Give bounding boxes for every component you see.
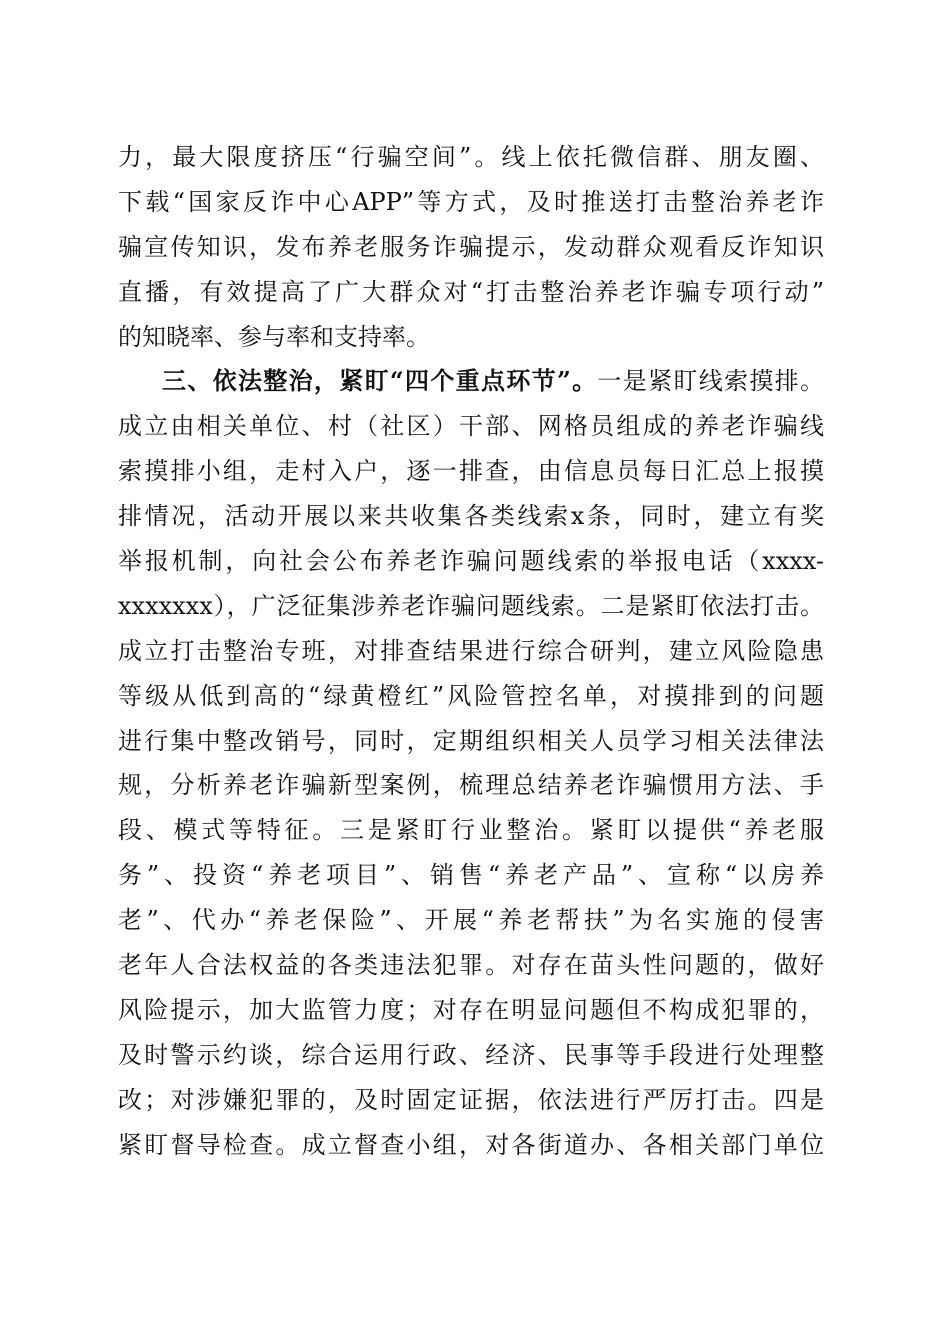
section-heading: 三、依法整治，紧盯“四个重点环节”。	[162, 366, 598, 396]
paragraph-2	[118, 359, 824, 1167]
text-line: 风险提示，加大监管力度；对存在明显问题但不构成犯罪的，	[118, 995, 824, 1024]
text-line: 老”、代办“养老保险”、开展“养老帮扶”为名实施的侵害	[118, 906, 824, 935]
text-line: 力，最大限度挤压“行骗空间”。线上依托微信群、朋友圈、	[118, 143, 824, 171]
text-line: 下载“国家反诈中心APP”等方式，及时推送打击整治养老诈	[118, 187, 824, 216]
text-line: 排情况，活动开展以来共收集各类线索x条，同时，建立有奖	[118, 502, 824, 531]
text-run: 一是紧盯线索摸排。	[597, 367, 825, 396]
text-line	[118, 359, 824, 404]
text-line: 务”、投资“养老项目”、销售“养老产品”、宣称“以房养	[118, 861, 824, 890]
text-line: 规，分析养老诈骗新型案例，梳理总结养老诈骗惯用方法、手	[118, 771, 824, 800]
text-line: 成立由相关单位、村（社区）干部、网格员组成的养老诈骗线	[118, 412, 824, 441]
document-page	[118, 135, 824, 1167]
text-line: 索摸排小组，走村入户，逐一排查，由信息员每日汇总上报摸	[118, 457, 824, 486]
text-line: 及时警示约谈，综合运用行政、经济、民事等手段进行处理整	[118, 1040, 824, 1069]
text-line: xxxxxxx），广泛征集涉养老诈骗问题线索。二是紧盯依法打击。	[118, 591, 824, 620]
text-line: 直播，有效提高了广大群众对“打击整治养老诈骗专项行动”	[118, 277, 824, 306]
text-line: 紧盯督导检查。成立督查小组，对各街道办、各相关部门单位	[118, 1130, 824, 1159]
text-line: 进行集中整改销号，同时，定期组织相关人员学习相关法律法	[118, 726, 824, 755]
text-line: 段、模式等特征。三是紧盯行业整治。紧盯以提供“养老服	[118, 816, 824, 845]
text-line: 改；对涉嫌犯罪的，及时固定证据，依法进行严厉打击。四是	[118, 1085, 824, 1114]
text-line: 举报机制，向社会公布养老诈骗问题线索的举报电话（xxxx-	[118, 547, 824, 576]
text-line: 成立打击整治专班，对排查结果进行综合研判，建立风险隐患	[118, 636, 824, 665]
text-line: 老年人合法权益的各类违法犯罪。对存在苗头性问题的，做好	[118, 951, 824, 980]
paragraph-1	[118, 135, 824, 359]
text-line: 的知晓率、参与率和支持率。	[118, 322, 430, 351]
text-line: 等级从低到高的“绿黄橙红”风险管控名单，对摸排到的问题	[118, 681, 824, 710]
text-line: 骗宣传知识，发布养老服务诈骗提示，发动群众观看反诈知识	[118, 232, 824, 261]
